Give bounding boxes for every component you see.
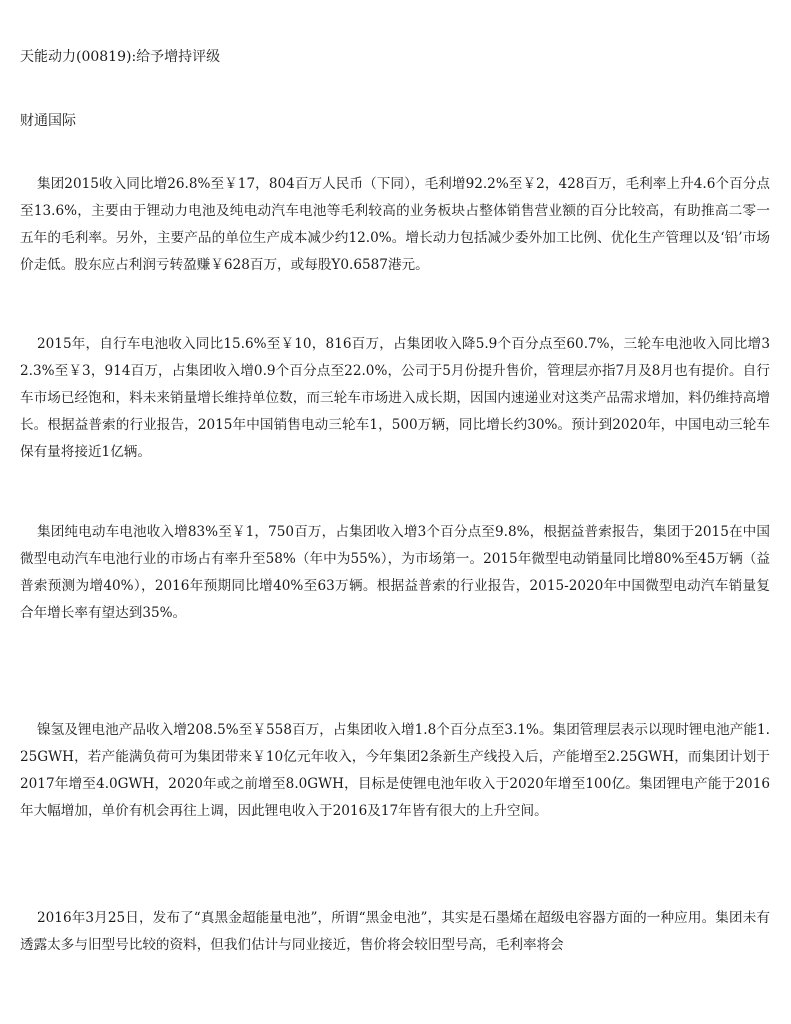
paragraph-revenue-summary: 集团2015收入同比增26.8%至￥17，804百万人民币（下同），毛利增92.2%至￥2，428百万，毛利率上升4.6个百分点至13.6%，主要由于锂动力电池及纯电动汽车电池等毛利较高的业务板块占整体销售营业额的百分比较高，有助推高二零一五年的毛利率。另外，主要产品的单位生产成本减少约12.0%。增长动力包括减少委外加工比例、优化生产管理以及‘铅’市场价走低。股东应占利润亏转盈赚￥628百万，或每股Y0.6587港元。 (20, 176, 770, 273)
article-title: 天能动力(00819):给予增持评级 (20, 49, 221, 65)
paragraph-electric-vehicle-batteries: 集团纯电动车电池收入增83%至￥1，750百万，占集团收入增3个百分点至9.8%，根据益普索报告，集团于2015在中国微型电动汽车电池行业的市场占有率升至58%（年中为55%），为市场第一。2015年微型电动销量同比增80%至45万辆（益普索预测为增40%），2016年预期同比增40%至63万辆。根据益普索的行业报告，2015-2020年中国微型电动汽车销量复合年增长率有望达到35%。 (20, 524, 770, 621)
article-source: 财通国际 (20, 113, 76, 129)
paragraph-black-gold-battery: 2016年3月25日，发布了“真黑金超能量电池”，所谓“黑金电池”，其实是石墨烯在超级电容器方面的一种应用。集团未有透露太多与旧型号比较的资料，但我们估计与同业接近，售价将会较旧型号高，毛利率将会 (20, 910, 770, 953)
paragraph-nickel-lithium-batteries: 镍氢及锂电池产品收入增208.5%至￥558百万，占集团收入增1.8个百分点至3.1%。集团管理层表示以现时锂电池产能1.25GWH，若产能满负荷可为集团带来￥10亿元年收入，今年集团2条新生产线投入后，产能增至2.25GWH，而集团计划于2017年增至4.0GWH，2020年或之前增至8.0GWH，目标是使锂电池年收入于2020年增至100亿。集团锂电产能于2016年大幅增加，单价有机会再往上调，因此锂电收入于2016及17年皆有很大的上升空间。 (20, 722, 770, 819)
paragraph-bicycle-tricycle-batteries: 2015年，自行车电池收入同比15.6%至￥10，816百万，占集团收入降5.9个百分点至60.7%，三轮车电池收入同比增32.3%至￥3，914百万，占集团收入增0.9个百分点至22.0%，公司于5月份提升售价，管理层亦指7月及8月也有提价。自行车市场已经饱和，料未来销量增长维持单位数，而三轮车市场进入成长期，因国内速递业对这类产品需求增加，料仍维持高增长。根据益普索的行业报告，2015年中国销售电动三轮车1，500万辆，同比增长约30%。预计到2020年，中国电动三轮车保有量将接近1亿辆。 (20, 336, 770, 460)
